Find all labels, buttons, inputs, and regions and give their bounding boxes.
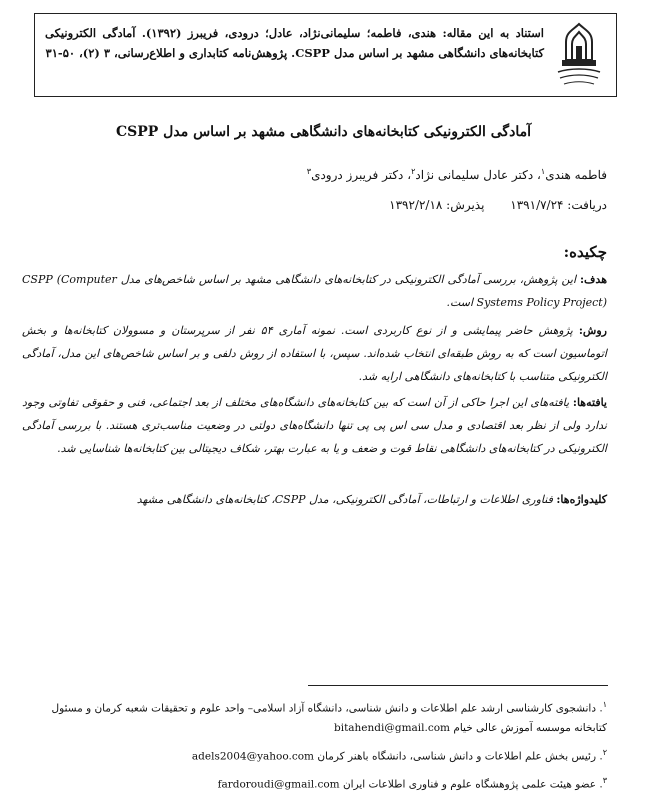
goal-label: هدف: (579, 273, 607, 286)
findings-text: یافته‌های این اجرا حاکی از آن است که بین کتابخانه‌های دانشگاه‌های مختلف از بعد اجتماعی، فنی و حقوقی تفاوتی وجود ندارد ولی از نظر بعد اقتصادی و مدل سی اس پی پی تنها دانشگاه‌های دولتی در وضعیت مناسب‌تری هستند. با بررسی آمادگی الکترونیکی در کتابخانه‌های دانشگاهی نقاط قوت و ضعف و یا به عبارت بهتر، شکاف دیجیتالی بین کتابخانه‌ها شناسایی شد. (22, 396, 607, 455)
university-logo (552, 20, 606, 92)
author-line (307, 167, 607, 182)
method-label: روش: (578, 324, 607, 337)
abstract-heading: چکیده: (563, 243, 607, 261)
paper-title: آمادگی الکترونیکی کتابخانه‌های دانشگاهی مشهد بر اساس مدل CSPP (116, 124, 531, 140)
keywords-text: فناوری اطلاعات و ارتباطات، آمادگی الکترونیکی، مدل CSPP، کتابخانه‌های دانشگاهی مشهد (136, 493, 557, 506)
abstract-goal (22, 268, 607, 314)
footnote-2 (40, 743, 607, 767)
footnote-separator (308, 685, 608, 686)
author-2-mark: ۲ (411, 167, 416, 176)
footnote-2-text: . رئیس بخش علم اطلاعات و دانش شناسی، دانشگاه باهنر کرمان adels2004@yahoo.com (191, 750, 603, 762)
accepted-date: پذیرش: ۱۳۹۲/۲/۱۸ (389, 198, 485, 212)
abstract-keywords (22, 488, 607, 511)
footnote-1-text: . دانشجوی کارشناسی ارشد علم اطلاعات و دانش شناسی، دانشگاه آزاد اسلامی– واحد علوم و تحقیقات شعبه کرمان و مسئول کتابخانه موسسه آموزش عالی خیام bitahendi@gmail.com (51, 702, 607, 734)
footnote-1-mark: ۱ (602, 700, 607, 709)
author-1: فاطمه هندی (545, 168, 607, 182)
author-2: ، دکتر عادل سلیمانی نژاد (415, 168, 541, 182)
footnote-3-mark: ۳ (602, 776, 607, 785)
footnote-3-text: . عضو هیئت علمی پژوهشگاه علوم و فناوری اطلاعات ایران fardoroudi@gmail.com (217, 778, 603, 791)
findings-label: یافته‌ها: (572, 396, 607, 409)
author-1-mark: ۱ (540, 167, 546, 176)
footnote-3 (40, 771, 607, 795)
citation-box (34, 13, 617, 97)
footnotes (40, 695, 607, 800)
date-line (367, 198, 607, 212)
keywords-label: کلیدواژه‌ها: (556, 493, 607, 506)
footnote-1 (40, 695, 607, 738)
received-date: دریافت: ۱۳۹۱/۷/۲۴ (510, 198, 607, 212)
author-3: ، دکتر فریبرز درودی (311, 168, 412, 182)
goal-text: این پژوهش، بررسی آمادگی الکترونیکی در کتابخانه‌های دانشگاهی مشهد بر اساس شاخص‌های مدل CSPP (Computer Systems Policy Project) است. (22, 273, 607, 309)
method-text: پژوهش حاضر پیمایشی و از نوع کاربردی است. نمونه آماری ۵۴ نفر از سرپرستان و مسوولان کتابخانه‌ها و بخش اتوماسیون است که به روش طبقه‌ای انتخاب شده‌اند. سپس، با استفاده از روش دلفی و بر اساس شاخص‌های این مدل، آمادگی الکترونیکی متناسب با کتابخانه‌های دانشگاهی ارایه شد. (22, 324, 607, 383)
footnote-2-mark: ۲ (602, 747, 607, 757)
citation-text: استناد به این مقاله: هندی، فاطمه؛ سلیمانی‌نژاد، عادل؛ درودی، فریبرز (۱۳۹۲). آمادگی الکترونیکی کتابخانه‌های دانشگاهی مشهد بر اساس مدل CSPP. پژوهش‌نامه کتابداری و اطلاع‌رسانی، ۳ (۲)، ۵۰-۳۱ (45, 26, 544, 60)
author-3-mark: ۳ (306, 167, 312, 176)
abstract-findings (22, 391, 607, 460)
abstract-method (22, 319, 607, 388)
